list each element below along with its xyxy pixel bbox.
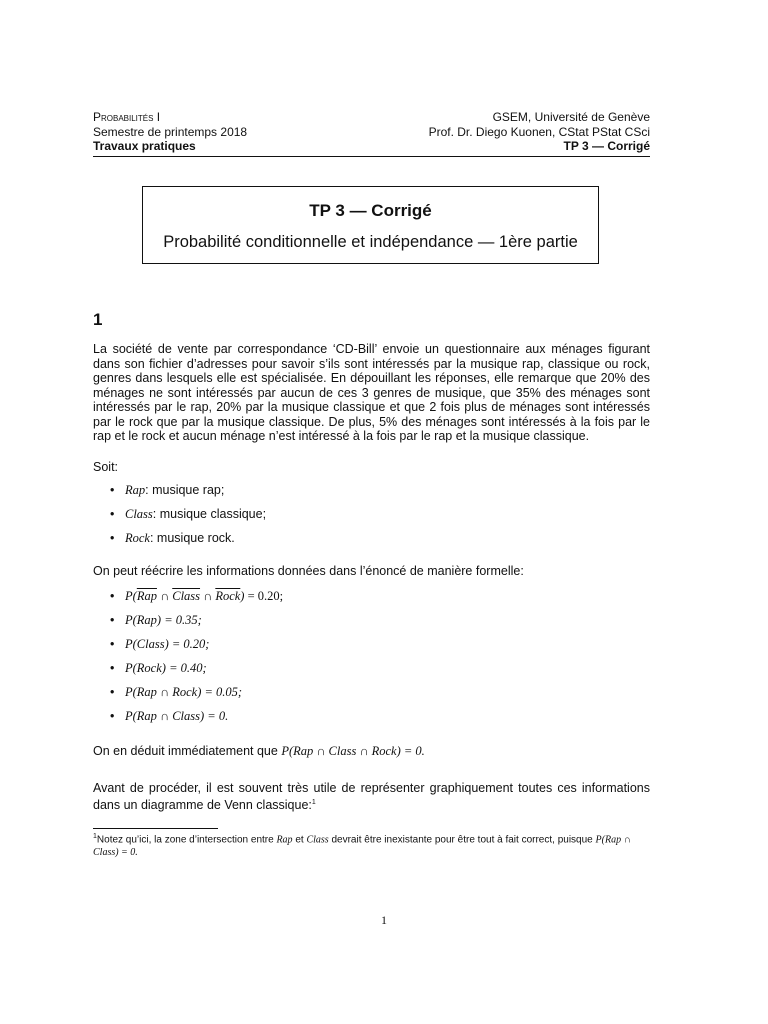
formula-item: • P(Class) = 0.20;: [110, 637, 210, 651]
formula-item: • $P(\overline{Rap}$ ∩ Class ∩ Rock) = 0.20;: [110, 589, 284, 603]
venn-intro: Avant de procéder, il est souvent très utile de représenter graphiquement toutes ces informations dans un diagramme de Venn classique:$^1$: [93, 781, 650, 812]
tp-label: TP 3 — Corrigé: [563, 139, 650, 153]
formal-intro: On peut réécrire les informations données dans l’énoncé de manière formelle:: [93, 564, 524, 578]
formula-item: • P(Rock) = 0.40;: [110, 661, 207, 675]
list-item: • Rap: musique rap;: [110, 483, 225, 497]
section-number: 1: [93, 310, 103, 329]
formula-item: • P(Rap) = 0.35;: [110, 613, 202, 627]
header-divider: [93, 156, 650, 157]
course-title: Probabilités I: [93, 110, 161, 124]
doc-type: Travaux pratiques: [93, 139, 196, 153]
list-item: • Rock: musique rock.: [110, 531, 235, 545]
professor: Prof. Dr. Diego Kuonen, CStat PStat CSci: [428, 124, 650, 139]
list-item: • Class: musique classique;: [110, 507, 267, 521]
title-box: [142, 186, 599, 264]
footnote-divider: [93, 828, 218, 829]
page-header: [93, 110, 650, 154]
deduction-text: On en déduit immédiatement que P(Rap ∩ Class ∩ Rock) = 0.: [93, 744, 425, 758]
page-number: 1: [381, 913, 387, 927]
doc-title: TP 3 — Corrigé: [309, 201, 432, 220]
footnote: $^1$Notez qu’ici, la zone d’intersection entre Rap et Class devrait être inexistante pour être tout à fait correct, puisque P(Rap ∩ Class) = 0.: [93, 833, 631, 859]
institution: GSEM, Université de Genève: [492, 110, 650, 124]
exercise-statement: La société de vente par correspondance ‘CD-Bill’ envoie un questionnaire aux ménages figurant dans son fichier d’adresses pour savoir s’ils sont intéressés par la musique rap, classique ou rock, genres dans lesquels elle est spécialisée. En dépouillant les réponses, elle remarque que 20% des ménages ne sont intéressés par aucun de ces 3 genres de musique, que 35% des ménages sont intéressés par le rap, 20% par la musique classique et que 2 fois plus de ménages sont intéressés par le rock que par la musique classique. De plus, 5% des ménages sont intéressés à la fois par le rap et le rock et aucun ménage n’est intéressé à la fois par le rap et la musique classique.: [93, 342, 650, 443]
formula-item: • P(Rap ∩ Rock) = 0.05;: [110, 685, 243, 699]
soit-label: Soit:: [93, 460, 119, 474]
doc-subtitle: Probabilité conditionnelle et indépendance — 1ère partie: [163, 233, 578, 251]
formula-item: • P(Rap ∩ Class) = 0.: [110, 709, 229, 723]
semester: Semestre de printemps 2018: [93, 124, 248, 139]
